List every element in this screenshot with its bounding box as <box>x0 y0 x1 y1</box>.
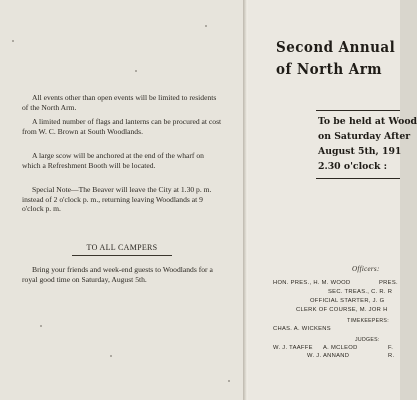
top-rule <box>316 110 400 111</box>
event-location-line: To be held at Wood <box>318 116 417 127</box>
title-line-2: of North Arm <box>276 60 383 78</box>
paragraph-events-residents: All events other than open events will be limited to residents of the North Arm. <box>22 93 217 112</box>
event-time-line: 2.30 o'clock : <box>318 161 388 172</box>
campers-heading: TO ALL CAMPERS <box>86 243 158 252</box>
event-date-line: August 5th, 191 <box>318 146 402 157</box>
paragraph-bring-friends: Bring your friends and week-end guests to Woodlands for a royal good time on Saturday, August 5th. <box>22 265 213 284</box>
paper-speck <box>12 40 14 42</box>
paper-speck <box>40 325 42 327</box>
paper-speck <box>110 355 112 357</box>
timekeepers-heading: TIMEKEEPERS: <box>347 318 389 324</box>
judge-name: W. J. TAAFFE <box>273 345 313 351</box>
official-starter: OFFICIAL STARTER, J. G <box>310 298 385 304</box>
sec-treas: SEC. TREAS., C. R. R <box>328 289 393 295</box>
paper-speck <box>228 380 230 382</box>
campers-underline <box>72 255 172 256</box>
paragraph-flags-lanterns: A limited number of flags and lanterns can be procured at cost from W. C. Brown at South Woodlands. <box>22 117 222 136</box>
judge-name: R. <box>388 353 395 359</box>
clerk-of-course: CLERK OF COURSE, M. JOR H <box>296 307 388 313</box>
paper-speck <box>135 70 137 72</box>
judge-name: F. <box>388 345 394 351</box>
paragraph-scow-refreshment: A large scow will be anchored at the end of the wharf on which a Refreshment Booth will be located. <box>22 151 204 170</box>
timekeeper-name: CHAS. A. WICKENS <box>273 326 331 332</box>
hon-pres: HON. PRES., H. M. WOOD <box>273 280 351 286</box>
officers-heading: Officers: <box>352 265 380 273</box>
judge-name: A. MCLEOD <box>323 345 358 351</box>
bottom-rule <box>316 178 400 179</box>
paper-speck <box>205 25 207 27</box>
event-day-line: on Saturday After <box>318 131 411 142</box>
judge-name: W. J. ANNAND <box>307 353 350 359</box>
judges-heading: JUDGES: <box>355 337 380 343</box>
pres: PRES. <box>379 280 398 286</box>
title-line-1: Second Annual <box>276 38 396 56</box>
paragraph-special-note: Special Note—The Beaver will leave the City at 1.30 p. m. instead of 2 o'clock p. m., returning leaving Woodlands at 9 o'clock p. m. <box>22 185 212 214</box>
